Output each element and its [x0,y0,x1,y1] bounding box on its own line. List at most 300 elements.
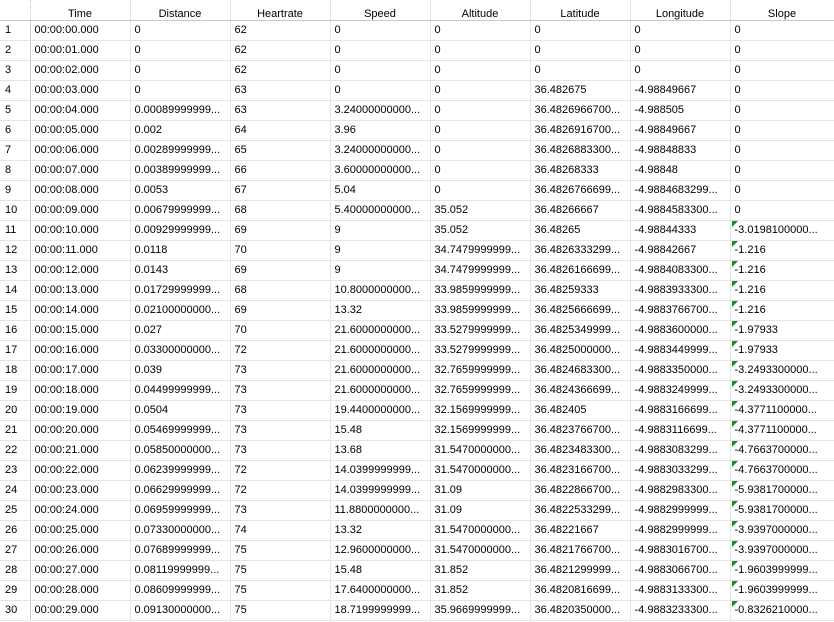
cell-distance[interactable]: 0.06239999999... [130,461,230,481]
table-row[interactable] [0,181,834,201]
cell-altitude[interactable]: 0 [430,141,530,161]
cell-slope[interactable] [730,381,834,401]
cell-latitude[interactable]: 36.4821766700... [530,541,630,561]
cell-speed[interactable]: 12.9600000000... [330,541,430,561]
cell-speed[interactable]: 5.40000000000... [330,201,430,221]
cell-speed[interactable]: 19.4400000000... [330,401,430,421]
cell-heartrate[interactable]: 73 [230,441,330,461]
row-number[interactable]: 26 [0,521,30,541]
cell-altitude[interactable]: 33.9859999999... [430,281,530,301]
cell-altitude[interactable]: 35.052 [430,201,530,221]
row-number[interactable]: 24 [0,481,30,501]
row-number[interactable]: 27 [0,541,30,561]
table-row[interactable] [0,41,834,61]
cell-slope[interactable] [730,361,834,381]
cell-slope[interactable]: 0 [730,101,834,121]
table-row[interactable] [0,321,834,341]
cell-time[interactable]: 00:00:08.000 [30,181,130,201]
table-row[interactable] [0,21,834,41]
row-number[interactable]: 3 [0,61,30,81]
cell-time[interactable]: 00:00:03.000 [30,81,130,101]
cell-time[interactable]: 00:00:20.000 [30,421,130,441]
table-row[interactable] [0,601,834,621]
cell-distance[interactable]: 0.00679999999... [130,201,230,221]
cell-speed[interactable]: 17.6400000000... [330,581,430,601]
cell-heartrate[interactable]: 73 [230,421,330,441]
table-row[interactable] [0,561,834,581]
cell-speed[interactable]: 3.60000000000... [330,161,430,181]
cell-time[interactable]: 00:00:27.000 [30,561,130,581]
cell-longitude[interactable]: -4.9882999999... [630,521,730,541]
cell-altitude[interactable]: 31.5470000000... [430,541,530,561]
cell-heartrate[interactable]: 74 [230,521,330,541]
cell-time[interactable]: 00:00:16.000 [30,341,130,361]
column-header-distance[interactable]: Distance [130,0,230,21]
cell-speed[interactable]: 0 [330,41,430,61]
cell-longitude[interactable]: -4.9883083299... [630,441,730,461]
cell-altitude[interactable]: 32.7659999999... [430,381,530,401]
table-row[interactable] [0,421,834,441]
cell-latitude[interactable]: 36.4826916700... [530,121,630,141]
cell-speed[interactable]: 15.48 [330,561,430,581]
cell-longitude[interactable]: -4.9883066700... [630,561,730,581]
cell-heartrate[interactable]: 73 [230,381,330,401]
cell-heartrate[interactable]: 68 [230,281,330,301]
cell-time[interactable]: 00:00:26.000 [30,541,130,561]
cell-altitude[interactable]: 31.09 [430,501,530,521]
cell-heartrate[interactable]: 73 [230,401,330,421]
cell-altitude[interactable]: 34.7479999999... [430,261,530,281]
cell-slope[interactable]: 0 [730,121,834,141]
cell-slope[interactable] [730,321,834,341]
row-number[interactable]: 18 [0,361,30,381]
cell-altitude[interactable]: 31.852 [430,581,530,601]
cell-distance[interactable]: 0 [130,41,230,61]
cell-altitude[interactable]: 0 [430,41,530,61]
cell-altitude[interactable]: 0 [430,181,530,201]
cell-distance[interactable]: 0 [130,21,230,41]
cell-altitude[interactable]: 31.5470000000... [430,441,530,461]
cell-longitude[interactable]: -4.9884683299... [630,181,730,201]
cell-latitude[interactable]: 36.482405 [530,401,630,421]
cell-distance[interactable]: 0.00089999999... [130,101,230,121]
cell-slope[interactable] [730,281,834,301]
cell-distance[interactable]: 0.05469999999... [130,421,230,441]
row-number[interactable]: 23 [0,461,30,481]
table-row[interactable] [0,201,834,221]
cell-latitude[interactable]: 36.4826333299... [530,241,630,261]
cell-slope[interactable] [730,481,834,501]
cell-time[interactable]: 00:00:15.000 [30,321,130,341]
cell-time[interactable]: 00:00:01.000 [30,41,130,61]
cell-altitude[interactable]: 31.5470000000... [430,521,530,541]
row-number[interactable]: 20 [0,401,30,421]
cell-time[interactable]: 00:00:21.000 [30,441,130,461]
cell-slope[interactable]: 0 [730,61,834,81]
cell-altitude[interactable]: 35.052 [430,221,530,241]
cell-speed[interactable]: 3.24000000000... [330,141,430,161]
cell-latitude[interactable]: 36.4825349999... [530,321,630,341]
cell-slope[interactable] [730,461,834,481]
cell-latitude[interactable]: 36.4825000000... [530,341,630,361]
column-header-heartrate[interactable]: Heartrate [230,0,330,21]
cell-altitude[interactable]: 33.9859999999... [430,301,530,321]
row-number[interactable]: 17 [0,341,30,361]
cell-heartrate[interactable]: 66 [230,161,330,181]
cell-distance[interactable]: 0.0504 [130,401,230,421]
row-number[interactable]: 8 [0,161,30,181]
cell-latitude[interactable]: 36.4820350000... [530,601,630,621]
cell-heartrate[interactable]: 63 [230,81,330,101]
cell-heartrate[interactable]: 62 [230,21,330,41]
cell-longitude[interactable]: 0 [630,61,730,81]
cell-latitude[interactable]: 36.4823483300... [530,441,630,461]
cell-distance[interactable]: 0.08609999999... [130,581,230,601]
cell-speed[interactable]: 14.0399999999... [330,461,430,481]
cell-distance[interactable]: 0.0118 [130,241,230,261]
cell-longitude[interactable]: -4.9882983300... [630,481,730,501]
cell-latitude[interactable]: 36.4826883300... [530,141,630,161]
cell-longitude[interactable]: -4.9883600000... [630,321,730,341]
cell-altitude[interactable]: 34.7479999999... [430,241,530,261]
cell-longitude[interactable]: -4.98842667 [630,241,730,261]
cell-time[interactable]: 00:00:17.000 [30,361,130,381]
table-row[interactable] [0,101,834,121]
cell-longitude[interactable]: -4.9883350000... [630,361,730,381]
cell-speed[interactable]: 21.6000000000... [330,341,430,361]
cell-longitude[interactable]: -4.988505 [630,101,730,121]
cell-longitude[interactable]: -4.9884583300... [630,201,730,221]
cell-heartrate[interactable]: 69 [230,221,330,241]
cell-slope[interactable] [730,241,834,261]
cell-heartrate[interactable]: 73 [230,501,330,521]
cell-distance[interactable]: 0.05850000000... [130,441,230,461]
table-row[interactable] [0,401,834,421]
cell-time[interactable]: 00:00:13.000 [30,281,130,301]
cell-speed[interactable]: 13.32 [330,521,430,541]
cell-slope[interactable] [730,421,834,441]
table-row[interactable] [0,381,834,401]
cell-slope[interactable]: 0 [730,81,834,101]
cell-time[interactable]: 00:00:05.000 [30,121,130,141]
cell-latitude[interactable]: 0 [530,41,630,61]
cell-heartrate[interactable]: 64 [230,121,330,141]
cell-time[interactable]: 00:00:12.000 [30,261,130,281]
table-row[interactable] [0,281,834,301]
cell-speed[interactable]: 21.6000000000... [330,321,430,341]
cell-speed[interactable]: 11.8800000000... [330,501,430,521]
cell-slope[interactable] [730,521,834,541]
cell-distance[interactable]: 0.039 [130,361,230,381]
cell-speed[interactable]: 3.96 [330,121,430,141]
cell-latitude[interactable]: 36.48265 [530,221,630,241]
cell-slope[interactable] [730,601,834,621]
corner-cell[interactable] [0,0,30,21]
cell-altitude[interactable]: 33.5279999999... [430,321,530,341]
column-header-speed[interactable]: Speed [330,0,430,21]
cell-latitude[interactable]: 36.4826766699... [530,181,630,201]
cell-slope[interactable] [730,341,834,361]
cell-slope[interactable] [730,541,834,561]
cell-slope[interactable] [730,501,834,521]
row-number[interactable]: 12 [0,241,30,261]
cell-longitude[interactable]: -4.9883249999... [630,381,730,401]
cell-latitude[interactable]: 36.4821299999... [530,561,630,581]
cell-speed[interactable]: 21.6000000000... [330,361,430,381]
cell-longitude[interactable]: 0 [630,41,730,61]
row-number[interactable]: 15 [0,301,30,321]
row-number[interactable]: 10 [0,201,30,221]
cell-latitude[interactable]: 0 [530,21,630,41]
cell-distance[interactable]: 0.01729999999... [130,281,230,301]
cell-longitude[interactable]: -4.98848833 [630,141,730,161]
row-number[interactable]: 9 [0,181,30,201]
cell-altitude[interactable]: 0 [430,161,530,181]
cell-longitude[interactable]: 0 [630,21,730,41]
row-number[interactable]: 5 [0,101,30,121]
cell-latitude[interactable]: 36.4822533299... [530,501,630,521]
cell-slope[interactable] [730,561,834,581]
cell-distance[interactable]: 0 [130,81,230,101]
cell-altitude[interactable]: 0 [430,81,530,101]
cell-altitude[interactable]: 31.5470000000... [430,461,530,481]
cell-altitude[interactable]: 0 [430,101,530,121]
cell-longitude[interactable]: -4.9883166699... [630,401,730,421]
column-header-altitude[interactable]: Altitude [430,0,530,21]
table-row[interactable] [0,461,834,481]
cell-altitude[interactable]: 0 [430,61,530,81]
cell-altitude[interactable]: 35.9669999999... [430,601,530,621]
row-number[interactable]: 2 [0,41,30,61]
cell-longitude[interactable]: -4.9883766700... [630,301,730,321]
cell-speed[interactable]: 14.0399999999... [330,481,430,501]
cell-longitude[interactable]: -4.9882999999... [630,501,730,521]
row-number[interactable]: 22 [0,441,30,461]
cell-speed[interactable]: 13.68 [330,441,430,461]
table-row[interactable] [0,481,834,501]
cell-latitude[interactable]: 36.4824683300... [530,361,630,381]
cell-latitude[interactable]: 36.4826966700... [530,101,630,121]
cell-distance[interactable]: 0.002 [130,121,230,141]
cell-time[interactable]: 00:00:25.000 [30,521,130,541]
cell-altitude[interactable]: 31.852 [430,561,530,581]
cell-longitude[interactable]: -4.98849667 [630,121,730,141]
cell-longitude[interactable]: -4.9883933300... [630,281,730,301]
column-header-longitude[interactable]: Longitude [630,0,730,21]
cell-distance[interactable]: 0.08119999999... [130,561,230,581]
row-number[interactable]: 21 [0,421,30,441]
cell-distance[interactable]: 0.027 [130,321,230,341]
table-row[interactable] [0,221,834,241]
cell-distance[interactable]: 0.03300000000... [130,341,230,361]
cell-time[interactable]: 00:00:00.000 [30,21,130,41]
cell-distance[interactable]: 0.09130000000... [130,601,230,621]
cell-time[interactable]: 00:00:19.000 [30,401,130,421]
cell-slope[interactable] [730,401,834,421]
row-number[interactable]: 7 [0,141,30,161]
cell-longitude[interactable]: -4.98844333 [630,221,730,241]
cell-longitude[interactable]: -4.9883016700... [630,541,730,561]
cell-distance[interactable]: 0.07689999999... [130,541,230,561]
table-row[interactable] [0,261,834,281]
cell-latitude[interactable]: 36.482675 [530,81,630,101]
column-header-time[interactable]: Time [30,0,130,21]
cell-latitude[interactable]: 36.48266667 [530,201,630,221]
row-number[interactable]: 30 [0,601,30,621]
cell-latitude[interactable]: 36.4820816699... [530,581,630,601]
cell-heartrate[interactable]: 69 [230,301,330,321]
cell-longitude[interactable]: -4.9883133300... [630,581,730,601]
table-row[interactable] [0,541,834,561]
cell-heartrate[interactable]: 70 [230,321,330,341]
cell-time[interactable]: 00:00:23.000 [30,481,130,501]
table-row[interactable] [0,61,834,81]
cell-heartrate[interactable]: 72 [230,341,330,361]
table-row[interactable] [0,301,834,321]
cell-heartrate[interactable]: 62 [230,41,330,61]
cell-altitude[interactable]: 32.1569999999... [430,401,530,421]
cell-time[interactable]: 00:00:29.000 [30,601,130,621]
cell-heartrate[interactable]: 72 [230,481,330,501]
cell-heartrate[interactable]: 70 [230,241,330,261]
table-row[interactable] [0,81,834,101]
cell-slope[interactable] [730,301,834,321]
table-row[interactable] [0,521,834,541]
table-row[interactable] [0,581,834,601]
cell-speed[interactable]: 15.48 [330,421,430,441]
cell-heartrate[interactable]: 75 [230,581,330,601]
row-number[interactable]: 6 [0,121,30,141]
cell-heartrate[interactable]: 67 [230,181,330,201]
cell-latitude[interactable]: 36.48259333 [530,281,630,301]
cell-slope[interactable]: 0 [730,181,834,201]
cell-distance[interactable]: 0.00389999999... [130,161,230,181]
cell-speed[interactable]: 9 [330,221,430,241]
cell-speed[interactable]: 5.04 [330,181,430,201]
cell-time[interactable]: 00:00:07.000 [30,161,130,181]
cell-slope[interactable] [730,441,834,461]
cell-longitude[interactable]: -4.98849667 [630,81,730,101]
row-number[interactable]: 13 [0,261,30,281]
cell-slope[interactable]: 0 [730,161,834,181]
cell-latitude[interactable]: 36.4825666699... [530,301,630,321]
cell-speed[interactable]: 3.24000000000... [330,101,430,121]
cell-distance[interactable]: 0.0053 [130,181,230,201]
cell-heartrate[interactable]: 75 [230,561,330,581]
cell-time[interactable]: 00:00:06.000 [30,141,130,161]
cell-altitude[interactable]: 0 [430,21,530,41]
cell-altitude[interactable]: 32.7659999999... [430,361,530,381]
cell-heartrate[interactable]: 73 [230,361,330,381]
cell-distance[interactable]: 0.0143 [130,261,230,281]
cell-distance[interactable]: 0 [130,61,230,81]
table-row[interactable] [0,141,834,161]
cell-altitude[interactable]: 0 [430,121,530,141]
cell-heartrate[interactable]: 75 [230,541,330,561]
cell-altitude[interactable]: 32.1569999999... [430,421,530,441]
cell-heartrate[interactable]: 75 [230,601,330,621]
cell-latitude[interactable]: 36.4823766700... [530,421,630,441]
cell-time[interactable]: 00:00:22.000 [30,461,130,481]
cell-time[interactable]: 00:00:09.000 [30,201,130,221]
table-row[interactable] [0,441,834,461]
cell-latitude[interactable]: 36.48268333 [530,161,630,181]
cell-speed[interactable]: 18.7199999999... [330,601,430,621]
row-number[interactable]: 16 [0,321,30,341]
column-header-slope[interactable]: Slope [730,0,834,21]
cell-speed[interactable]: 9 [330,261,430,281]
cell-heartrate[interactable]: 62 [230,61,330,81]
cell-heartrate[interactable]: 63 [230,101,330,121]
table-row[interactable] [0,161,834,181]
cell-time[interactable]: 00:00:11.000 [30,241,130,261]
cell-longitude[interactable]: -4.98848 [630,161,730,181]
cell-altitude[interactable]: 33.5279999999... [430,341,530,361]
table-row[interactable] [0,121,834,141]
cell-speed[interactable]: 0 [330,61,430,81]
row-number[interactable]: 19 [0,381,30,401]
table-row[interactable] [0,241,834,261]
cell-distance[interactable]: 0.04499999999... [130,381,230,401]
cell-time[interactable]: 00:00:24.000 [30,501,130,521]
cell-heartrate[interactable]: 65 [230,141,330,161]
cell-altitude[interactable]: 31.09 [430,481,530,501]
row-number[interactable]: 1 [0,21,30,41]
cell-distance[interactable]: 0.00929999999... [130,221,230,241]
cell-distance[interactable]: 0.06959999999... [130,501,230,521]
cell-heartrate[interactable]: 72 [230,461,330,481]
cell-speed[interactable]: 13.32 [330,301,430,321]
cell-slope[interactable]: 0 [730,21,834,41]
row-number[interactable]: 25 [0,501,30,521]
table-row[interactable] [0,361,834,381]
row-number[interactable]: 28 [0,561,30,581]
cell-latitude[interactable]: 36.4824366699... [530,381,630,401]
cell-distance[interactable]: 0.06629999999... [130,481,230,501]
cell-heartrate[interactable]: 68 [230,201,330,221]
cell-speed[interactable]: 9 [330,241,430,261]
cell-latitude[interactable]: 36.4826166699... [530,261,630,281]
cell-longitude[interactable]: -4.9883449999... [630,341,730,361]
cell-distance[interactable]: 0.07330000000... [130,521,230,541]
column-header-latitude[interactable]: Latitude [530,0,630,21]
table-row[interactable] [0,501,834,521]
row-number[interactable]: 14 [0,281,30,301]
cell-speed[interactable]: 0 [330,81,430,101]
cell-slope[interactable]: 0 [730,41,834,61]
cell-time[interactable]: 00:00:18.000 [30,381,130,401]
cell-time[interactable]: 00:00:02.000 [30,61,130,81]
cell-slope[interactable]: 0 [730,141,834,161]
cell-time[interactable]: 00:00:14.000 [30,301,130,321]
cell-slope[interactable] [730,221,834,241]
cell-time[interactable]: 00:00:04.000 [30,101,130,121]
table-row[interactable] [0,341,834,361]
row-number[interactable]: 4 [0,81,30,101]
cell-longitude[interactable]: -4.9883033299... [630,461,730,481]
cell-longitude[interactable]: -4.9883116699... [630,421,730,441]
cell-distance[interactable]: 0.02100000000... [130,301,230,321]
cell-slope[interactable] [730,261,834,281]
cell-latitude[interactable]: 36.48221667 [530,521,630,541]
cell-longitude[interactable]: -4.9883233300... [630,601,730,621]
cell-speed[interactable]: 10.8000000000... [330,281,430,301]
cell-speed[interactable]: 0 [330,21,430,41]
cell-speed[interactable]: 21.6000000000... [330,381,430,401]
cell-time[interactable]: 00:00:10.000 [30,221,130,241]
row-number[interactable]: 29 [0,581,30,601]
row-number[interactable]: 11 [0,221,30,241]
